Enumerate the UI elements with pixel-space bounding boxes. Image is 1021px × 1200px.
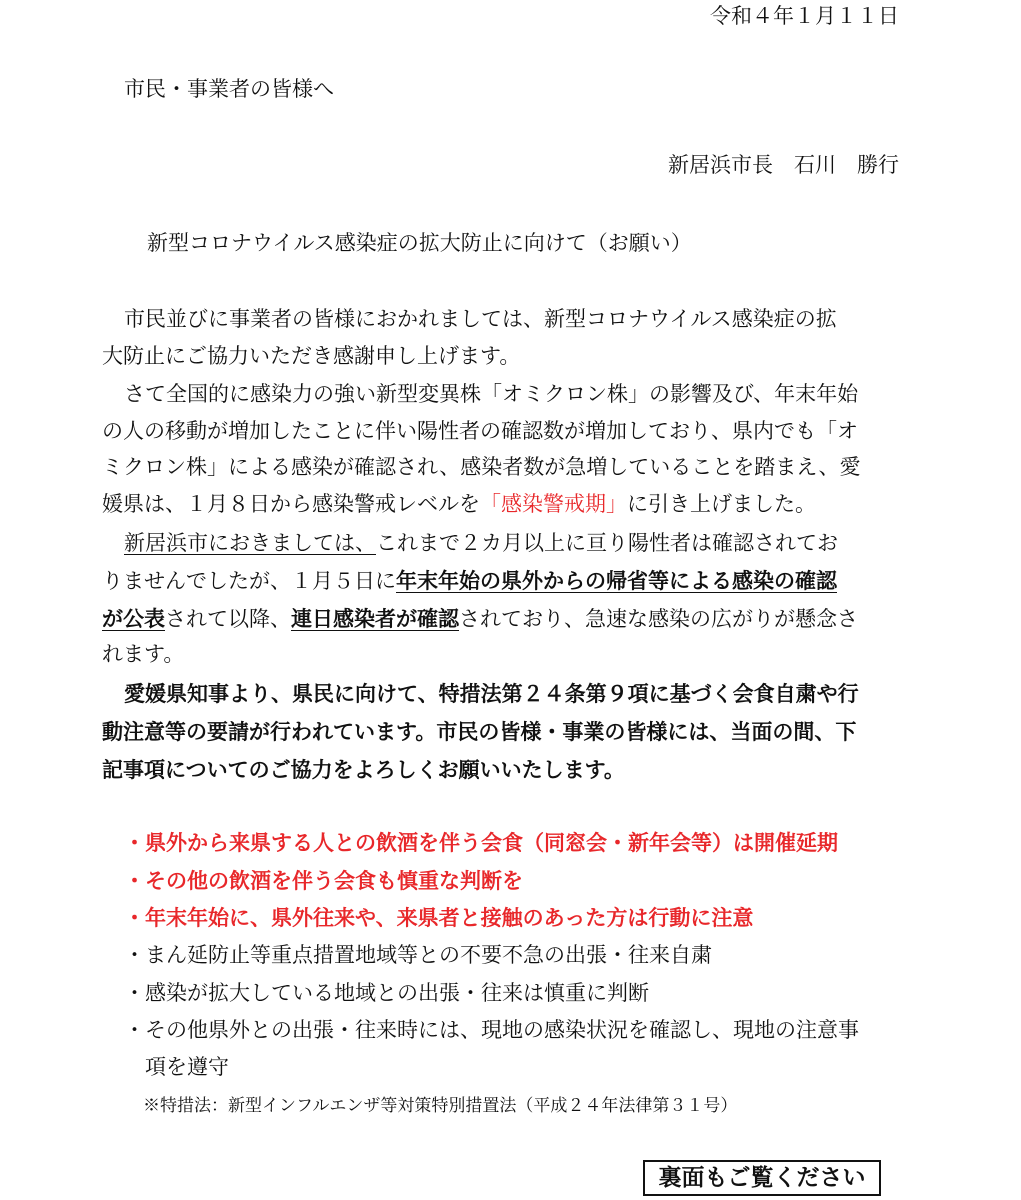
paragraph-3-line-3-b: されて以降、: [165, 607, 291, 631]
paragraph-4-line-2: 動注意等の要請が行われています。市民の皆様・事業の皆様には、当面の間、下: [102, 719, 857, 744]
footnote: ※特措法：新型インフルエンザ等対策特別措置法（平成２４年法律第３１号）: [143, 1096, 738, 1116]
paragraph-2-line-2: の人の移動が増加したことに伴い陽性者の確認数が増加しており、県内でも「オ: [102, 419, 858, 443]
paragraph-3-line-3-a: が公表: [102, 606, 165, 631]
paragraph-4-line-1: 愛媛県知事より、県民に向けて、特措法第２４条第９項に基づく会食自粛や行: [124, 681, 859, 706]
request-item: ・県外から来県する人との飲酒を伴う会食（同窓会・新年会等）は開催延期: [124, 830, 838, 855]
paragraph-3-line-4: れます。: [102, 642, 185, 666]
sender: 新居浜市長 石川 勝行: [668, 153, 899, 177]
paragraph-2-line-4-c: に引き上げました。: [627, 492, 816, 516]
paragraph-3-line-1: [124, 533, 838, 554]
request-item: ・まん延防止等重点措置地域等との不要不急の出張・往来自粛: [124, 943, 712, 967]
paragraph-2-line-3: ミクロン株」による感染が確認され、感染者数が急増していることを踏まえ、愛: [102, 455, 861, 479]
document-date: 令和４年１月１１日: [710, 4, 899, 28]
paragraph-1-line-1: 市民並びに事業者の皆様におかれましては、新型コロナウイルス感染症の拡: [124, 307, 837, 331]
paragraph-2-line-1: さて全国的に感染力の強い新型変異株「オミクロン株」の影響及び、年末年始: [124, 382, 859, 406]
paragraph-1-line-2: 大防止にご協力いただき感謝申し上げます。: [102, 344, 521, 368]
request-item: ・その他県外との出張・往来時には、現地の感染状況を確認し、現地の注意事: [124, 1018, 859, 1042]
paragraph-2-line-4-a: 媛県は、１月８日から感染警戒レベルを: [102, 492, 480, 516]
addressee: 市民・事業者の皆様へ: [124, 77, 334, 101]
request-item: ・その他の飲酒を伴う会食も慎重な判断を: [124, 868, 523, 893]
request-item: ・感染が拡大している地域との出張・往来は慎重に判断: [124, 981, 649, 1005]
paragraph-3-line-1-b: これまで２カ月以上に亘り陽性者は確認されてお: [376, 531, 838, 555]
paragraph-3-line-2-a: りませんでしたが、１月５日に: [102, 569, 396, 593]
paragraph-4-line-3: 記事項についてのご協力をよろしくお願いいたします。: [102, 757, 625, 782]
paragraph-2-line-4: [102, 494, 816, 515]
document-title: 新型コロナウイルス感染症の拡大防止に向けて（お願い）: [147, 231, 692, 255]
paragraph-3-line-3: [102, 608, 858, 630]
request-item-continuation: 項を遵守: [145, 1055, 229, 1079]
see-reverse-notice: 裏面もご覧ください: [643, 1160, 881, 1196]
paragraph-3-line-2-b: 年末年始の県外からの帰省等による感染の確認: [396, 568, 837, 593]
alert-level-highlight: 「感染警戒期」: [480, 492, 627, 516]
request-item: ・年末年始に、県外往来や、来県者と接触のあった方は行動に注意: [124, 905, 754, 930]
paragraph-3-line-3-c: 連日感染者が確認: [291, 606, 459, 631]
paragraph-3-line-3-d: されており、急速な感染の広がりが懸念さ: [459, 607, 858, 631]
paragraph-3-line-1-a: 新居浜市におきましては、: [124, 531, 376, 555]
paragraph-3-line-2: [102, 570, 837, 592]
